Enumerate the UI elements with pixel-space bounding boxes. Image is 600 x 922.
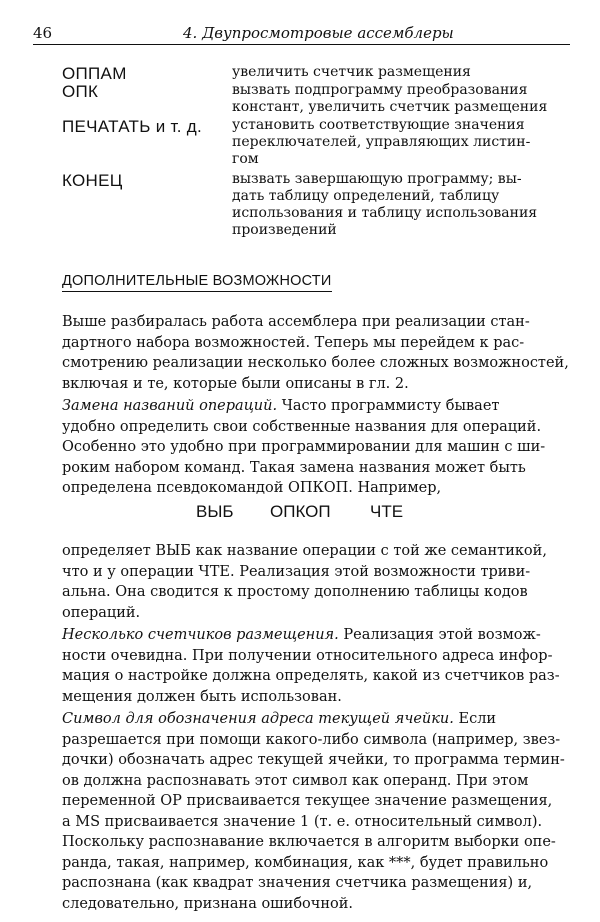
text-line: гом: [232, 151, 259, 167]
text-line: ранда, такая, например, комбинация, как ***, будет правильно: [62, 854, 549, 871]
paragraph-rename-operations: [62, 396, 570, 499]
text-line: роким набором команд. Такая замена названия может быть: [62, 459, 526, 476]
text-line: Поскольку распознавание включается в алгоритм выборки опе-: [62, 834, 556, 850]
running-title: 4. Двупросмотровые ассемблеры: [183, 24, 454, 42]
text-line: мещения должен быть использован.: [62, 688, 342, 705]
text-line: Выше разбиралась работа ассемблера при реализации стан-: [62, 314, 530, 330]
definition-description: [232, 64, 570, 81]
text-run: Часто программисту бывает: [277, 398, 500, 414]
text-line: дочки) обозначать адрес текущей ячейки, то программа термин-: [62, 752, 565, 768]
section-heading: ДОПОЛНИТЕЛЬНЫЕ ВОЗМОЖНОСТИ: [62, 273, 332, 292]
text-line: а MS присваивается значение 1 (т. е. относительный символ).: [62, 813, 543, 830]
text-line: мация о настройке должна определять, какой из счетчиков раз-: [62, 668, 560, 684]
text-line: дать таблицу определений, таблицу: [232, 188, 500, 204]
text-line: распознана (как квадрат значения счетчика размещения) и,: [62, 875, 533, 891]
text-line: вызвать завершающую программу; вы-: [232, 171, 522, 187]
text-line: альна. Она сводится к простому дополнению таблицы кодов: [62, 584, 528, 600]
text-line: вызвать подпрограмму преобразования: [232, 82, 528, 98]
text-line: операций.: [62, 604, 141, 621]
example-label: ВЫБ: [196, 502, 234, 521]
code-example: [0, 502, 600, 526]
run-in-heading: Замена названий операций.: [62, 398, 278, 414]
text-line: разрешается при помощи какого-либо символа (например, звез-: [62, 731, 561, 748]
text-line: ов должна распознавать этот символ как операнд. При этом: [62, 772, 529, 789]
page-number: 46: [33, 24, 53, 42]
text-run: Если: [453, 711, 497, 727]
text-line: переключателей, управляющих листин-: [232, 134, 531, 150]
text-line: установить соответствующие значения: [232, 117, 525, 133]
definition-description: [232, 171, 570, 239]
text-line: использования и таблицу использования: [232, 205, 538, 221]
example-operand: ЧТЕ: [370, 502, 404, 521]
text-line: ности очевидна. При получении относительного адреса инфор-: [62, 647, 553, 664]
definition-term: КОНЕЦ: [62, 171, 123, 190]
run-in-heading: Несколько счетчиков размещения.: [62, 627, 339, 643]
definition-description: [232, 82, 570, 116]
definition-term: ОПК: [62, 82, 99, 101]
text-line: переменной ОР присваивается текущее значение размещения,: [62, 793, 553, 809]
text-line: удобно определить свои собственные названия для операций.: [62, 418, 542, 435]
text-line: смотрению реализации несколько более сложных возможностей,: [62, 355, 569, 371]
text-line: [62, 396, 570, 417]
definition-description: [232, 117, 570, 168]
text-line: определена псевдокомандой ОПКОП. Например,: [62, 480, 442, 496]
text-line: Особенно это удобно при программировании для машин с ши-: [62, 439, 546, 455]
definition-term: ОППАМ: [62, 64, 127, 83]
text-line: [62, 709, 570, 730]
run-in-heading: Символ для обозначения адреса текущей ячейки.: [62, 711, 454, 727]
text-line: увеличить счетчик размещения: [232, 64, 471, 80]
text-line: [62, 625, 570, 646]
text-line: что и у операции ЧТЕ. Реализация этой возможности триви-: [62, 563, 531, 580]
page-header: [33, 22, 570, 45]
paragraph-current-address-symbol: [62, 709, 570, 914]
paragraph-multiple-counters: [62, 625, 570, 707]
text-line: произведений: [232, 222, 337, 238]
text-line: следовательно, признана ошибочной.: [62, 895, 354, 912]
example-opcode: ОПКОП: [270, 502, 331, 521]
text-line: определяет ВЫБ как название операции с той же семантикой,: [62, 543, 547, 559]
text-line: включая и те, которые были описаны в гл. 2.: [62, 375, 409, 392]
text-run: Реализация этой возмож-: [338, 627, 541, 643]
paragraph-intro: [62, 312, 570, 394]
paragraph-after-example: [62, 541, 570, 623]
definition-term: ПЕЧАТАТЬ и т. д.: [62, 117, 203, 136]
text-line: дартного набора возможностей. Теперь мы перейдем к рас-: [62, 334, 525, 351]
text-line: констант, увеличить счетчик размещения: [232, 99, 548, 115]
